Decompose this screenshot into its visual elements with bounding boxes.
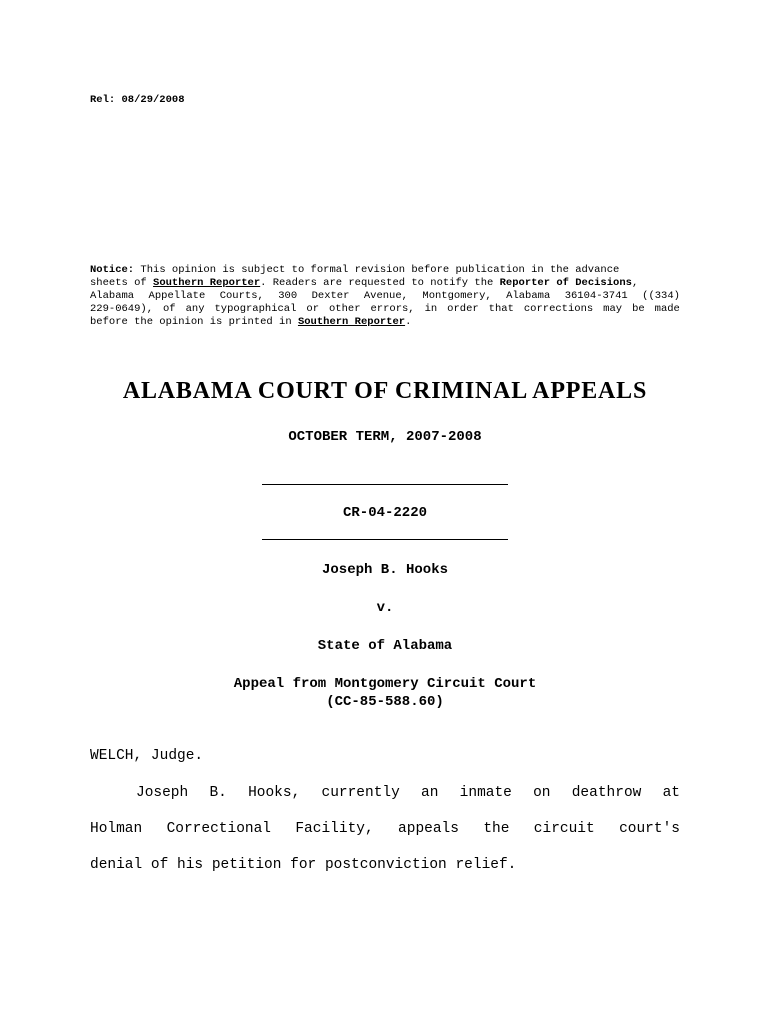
notice-text-5: before the opinion is printed in — [90, 316, 292, 328]
notice-line-1 — [90, 264, 680, 277]
court-term: OCTOBER TERM, 2007-2008 — [288, 429, 482, 445]
appeal-from: Appeal from Montgomery Circuit Court — [233, 676, 537, 692]
notice-text-4-word: that — [488, 303, 514, 315]
appellee-name: State of Alabama — [317, 638, 453, 654]
notice-text-3-word: Avenue, — [363, 290, 408, 302]
notice-line-2 — [90, 277, 680, 290]
opinion-text-2-word: appeals — [398, 821, 459, 837]
opinion-text-1-word: deathrow — [571, 785, 642, 801]
notice-line-5 — [90, 316, 680, 329]
notice-text-4-word: made — [654, 303, 680, 315]
notice-text-3-word: Alabama — [90, 290, 135, 302]
appellant-name: Joseph B. Hooks — [321, 562, 449, 578]
case-number: CR-04-2220 — [342, 505, 427, 521]
notice-text-1: This opinion is subject to formal revision before publication in the advance — [140, 264, 620, 276]
opinion-text-2-word: court's — [619, 821, 680, 837]
lower-court-case: (CC-85-588.60) — [326, 694, 444, 710]
divider-bottom — [262, 539, 508, 540]
opinion-text-1-word: currently — [321, 785, 400, 801]
notice-text-4-word: of — [163, 303, 176, 315]
opinion-text-1-word: B. — [209, 785, 227, 801]
release-date: Rel: 08/29/2008 — [90, 94, 185, 106]
notice-line-3 — [90, 290, 680, 303]
opinion-text-1-word: Hooks, — [248, 785, 301, 801]
notice-text-3-word: Appellate — [148, 290, 206, 302]
opinion-line-3: denial of his petition for postconviction relief. — [90, 857, 517, 873]
opinion-text-2-word: the — [483, 821, 510, 837]
notice-text-4-word: any — [185, 303, 205, 315]
notice-text-2a: sheets of — [90, 277, 147, 289]
judge-line: WELCH, Judge. — [90, 748, 204, 764]
opinion-line-2 — [90, 821, 680, 837]
opinion-line-1 — [136, 785, 680, 801]
notice-text-4-word: corrections — [523, 303, 594, 315]
notice-text-4-word: 229-0649), — [90, 303, 154, 315]
notice-text-4-word: other — [328, 303, 361, 315]
opinion-text-1-word: Joseph — [136, 785, 189, 801]
notice-text-2c: , — [631, 277, 639, 289]
notice-text-4-word: errors, — [370, 303, 415, 315]
notice-text-3-word: Montgomery, — [422, 290, 492, 302]
opinion-text-2-word: Holman — [90, 821, 143, 837]
divider-top — [262, 484, 508, 485]
notice-line-4 — [90, 303, 680, 316]
notice-text-4-word: in — [424, 303, 438, 315]
notice-text-5-end: . — [405, 316, 412, 328]
publication-notice — [90, 264, 680, 329]
southern-reporter-ref-2: Southern Reporter — [297, 316, 406, 328]
reporter-of-decisions: Reporter of Decisions — [499, 277, 632, 289]
notice-text-4-word: or — [306, 303, 319, 315]
opinion-text-1-word: inmate — [459, 785, 512, 801]
opinion-text-2-word: Correctional — [166, 821, 271, 837]
opinion-text-1-word: on — [533, 785, 551, 801]
opinion-text-2-word: circuit — [533, 821, 595, 837]
opinion-text-1-word: at — [662, 785, 680, 801]
notice-text-3-word: 300 — [278, 290, 298, 302]
notice-text-2b: . Readers are requested to notify the — [260, 277, 494, 289]
notice-text-4-word: may — [603, 303, 623, 315]
opinion-text-2-word: Facility, — [295, 821, 374, 837]
notice-label: Notice: — [90, 264, 135, 276]
notice-text-3-word: Alabama — [506, 290, 551, 302]
notice-text-4-word: typographical — [214, 303, 297, 315]
notice-text-3-word: Courts, — [219, 290, 264, 302]
versus: v. — [376, 600, 394, 616]
notice-text-3-word: 36104-3741 — [564, 290, 628, 302]
notice-text-4-word: be — [632, 303, 645, 315]
notice-text-3-word: Dexter — [311, 290, 350, 302]
southern-reporter-ref: Southern Reporter — [153, 277, 261, 289]
notice-text-4-word: order — [447, 303, 479, 315]
court-name: ALABAMA COURT OF CRIMINAL APPEALS — [122, 378, 648, 404]
opinion-text-1-word: an — [421, 785, 439, 801]
notice-text-3-word: ((334) — [642, 290, 680, 302]
